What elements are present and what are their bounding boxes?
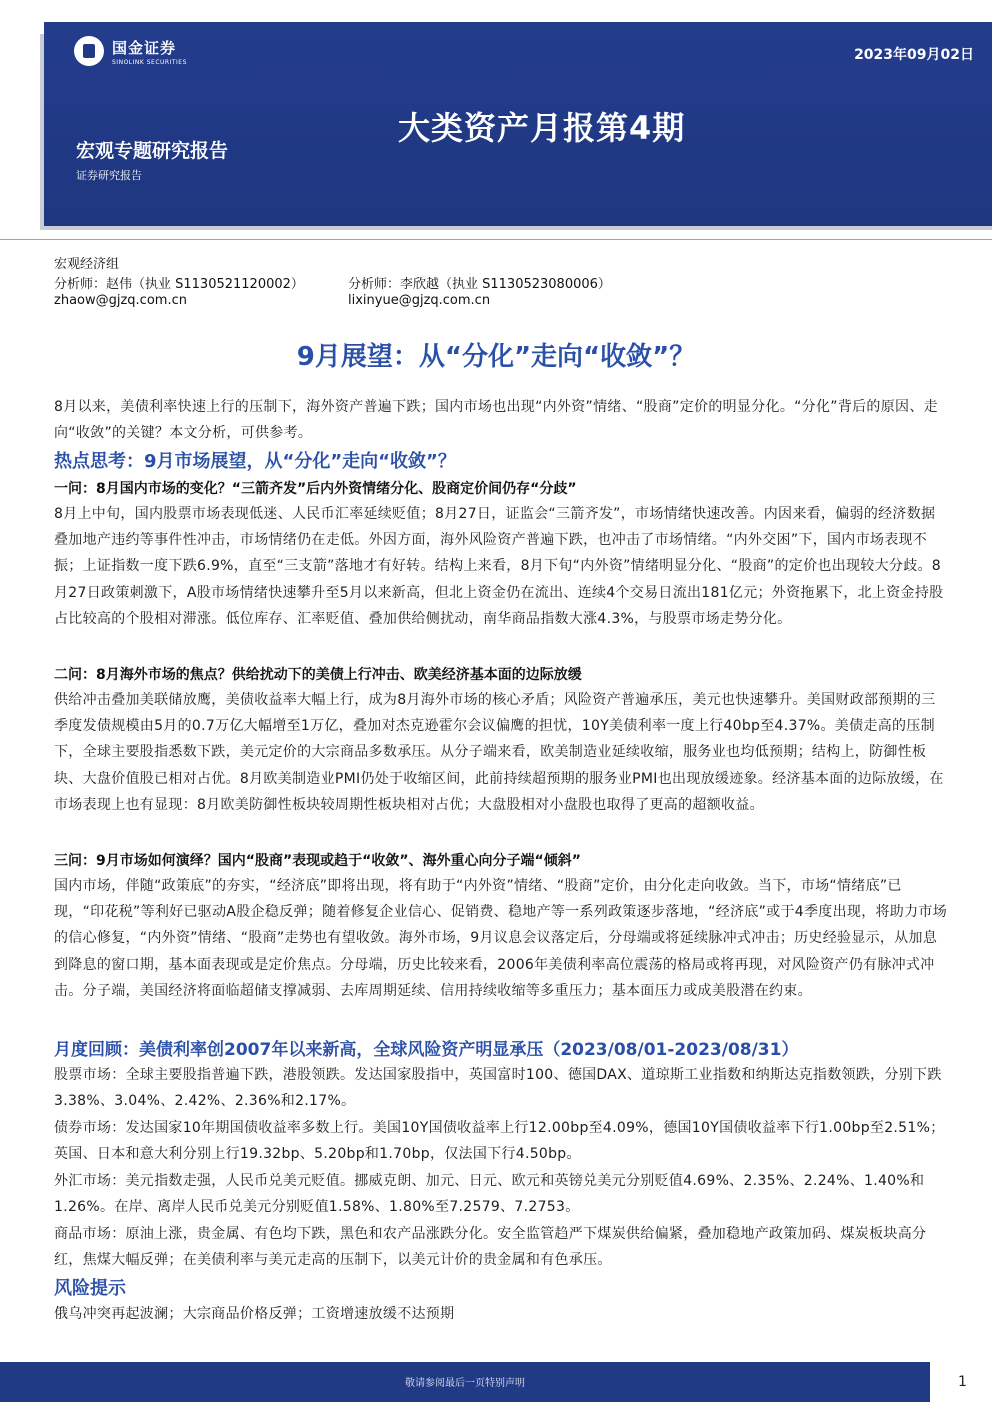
header-rule (0, 239, 992, 240)
section-monthly-review-title: 月度回顾：美债利率创2007年以来新高，全球风险资产明显承压（2023/08/01-2023/08/31） (54, 1040, 799, 1060)
analyst-2-email[interactable]: lixinyue@gjzq.com.cn (348, 293, 491, 308)
q2-title: 二问：8月海外市场的焦点？供给扰动下的美债上行冲击、欧美经济基本面的边际放缓 (54, 667, 582, 683)
analyst-2: 分析师：李欣越（执业 S1130523080006） (348, 277, 611, 292)
report-type: 宏观专题研究报告 (76, 140, 229, 162)
analyst-1-email[interactable]: zhaow@gjzq.com.cn (54, 293, 187, 308)
q1-title: 一问：8月国内市场的变化？“三箭齐发”后内外资情绪分化、股商定价间仍存“分歧” (54, 481, 577, 497)
footer-disclaimer[interactable]: 敬请参阅最后一页特别声明 (405, 1378, 525, 1389)
company-logo (74, 36, 187, 66)
analyst-1: 分析师：赵伟（执业 S1130521120002） (54, 277, 304, 292)
logo-icon (74, 36, 104, 66)
company-name-en: SINOLINK SECURITIES (112, 58, 187, 66)
intro-paragraph: 8月以来，美债利率快速上行的压制下，海外资产普遍下跌；国内市场也出现“内外资”情绪、“股商”定价的明显分化。“分化”背后的原因、走向“收敛”的关键？本文分析，可供参考。 (54, 399, 938, 442)
review-commodity: 商品市场：原油上涨，贵金属、有色均下跌，黑色和农产品涨跌分化。安全监管趋严下煤炭供给偏紧，叠加稳地产政策加码、煤炭板块高分红，焦煤大幅反弹；在美债利率与美元走高的压制下，以美元计价的贵金属和有色承压。 (54, 1226, 927, 1269)
risk-text: 俄乌冲突再起波澜；大宗商品价格反弹；工资增速放缓不达预期 (54, 1306, 455, 1322)
q2-paragraph: 供给冲击叠加美联储放鹰，美债收益率大幅上行，成为8月海外市场的核心矛盾；风险资产普遍承压，美元也快速攀升。美国财政部预期的三季度发债规模由5月的0.7万亿大幅增至1万亿，叠加对杰克逊霍尔会议偏鹰的担忧，10Y美债利率一度上行40bp至4.37%。美债走高的压制下，全球主要股指悉数下跌，美元定价的大宗商品多数承压。从分子端来看，欧美制造业延续收缩，服务业也均低预期；结构上，防御性板块、大盘价值股已相对占优。8月欧美制造业PMI仍处于收缩区间，此前持续超预期的服务业PMI也出现放缓迹象。经济基本面的边际放缓，在市场表现上也有显现：8月欧美防御性板块较周期性板块相对占优；大盘股相对小盘股也取得了更高的超额收益。 (54, 692, 944, 813)
research-group: 宏观经济组 (54, 257, 120, 272)
section-hot-topic-title: 热点思考：9月市场展望，从“分化”走向“收敛”？ (54, 451, 456, 472)
report-date: 2023年09月02日 (854, 47, 974, 63)
report-title: 大类资产月报第4期 (398, 109, 686, 147)
company-name-cn: 国金证券 (112, 38, 177, 57)
report-subtype: 证券研究报告 (76, 169, 142, 182)
headline: 9月展望：从“分化”走向“收敛”？ (296, 342, 696, 372)
page-number: 1 (958, 1374, 967, 1390)
q3-paragraph: 国内市场，伴随“政策底”的夯实，“经济底”即将出现，将有助于“内外资”情绪、“股商”定价，由分化走向收敛。当下，市场“情绪底”已现，“印花税”等利好已驱动A股企稳反弹；随着修复企业信心、促销费、稳地产等一系列政策逐步落地，“经济底”或于4季度出现，将助力市场的信心修复，“内外资”情绪、“股商”走势也有望收敛。海外市场，9月议息会议落定后，分母端或将延续脉冲式冲击；历史经验显示，从加息到降息的窗口期，基本面表现或是定价焦点。分母端，历史比较来看，2006年美债利率高位震荡的格局或将再现，对风险资产仍有脉冲式冲击。分子端，美国经济将面临超储支撑减弱、去库周期延续、信用持续收缩等多重压力；基本面压力或成美股潜在约束。 (54, 878, 947, 999)
q1-paragraph: 8月上中旬，国内股票市场表现低迷、人民币汇率延续贬值；8月27日，证监会“三箭齐发”，市场情绪快速改善。内因来看，偏弱的经济数据叠加地产违约等事件性冲击，市场情绪仍在走低。外因方面，海外风险资产普遍下跌，也冲击了市场情绪。“内外交困”下，国内市场表现不振；上证指数一度下跌6.9%，直至“三支箭”落地才有好转。结构上来看，8月下旬“内外资”情绪明显分化、“股商”的定价也出现较大分歧。8月27日政策刺激下，A股市场情绪快速攀升至5月以来新高，但北上资金仍在流出、连续4个交易日流出181亿元；外资拖累下，北上资金持股占比较高的个股相对滞涨。低位库存、汇率贬值、叠加供给侧扰动，南华商品指数大涨4.3%，与股票市场走势分化。 (54, 506, 944, 627)
review-fx: 外汇市场：美元指数走强，人民币兑美元贬值。挪威克朗、加元、日元、欧元和英镑兑美元分别贬值4.69%、2.35%、2.24%、1.40%和1.26%。在岸、离岸人民币兑美元分别贬值1.58%、1.80%至7.2579、7.2753。 (54, 1173, 925, 1216)
risk-title: 风险提示 (54, 1278, 126, 1299)
q3-title: 三问：9月市场如何演绎？国内“股商”表现或趋于“收敛”、海外重心向分子端“倾斜” (54, 853, 581, 869)
review-stock: 股票市场：全球主要股指普遍下跌，港股领跌。发达国家股指中，英国富时100、德国DAX、道琼斯工业指数和纳斯达克指数领跌，分别下跌3.38%、3.04%、2.42%、2.36%和2.17%。 (54, 1067, 942, 1110)
review-bond: 债券市场：发达国家10年期国债收益率多数上行。美国10Y国债收益率上行12.00bp至4.09%，德国10Y国债收益率下行1.00bp至2.51%；英国、日本和意大利分别上行19.32bp、5.20bp和1.70bp，仅法国下行4.50bp。 (54, 1120, 945, 1163)
